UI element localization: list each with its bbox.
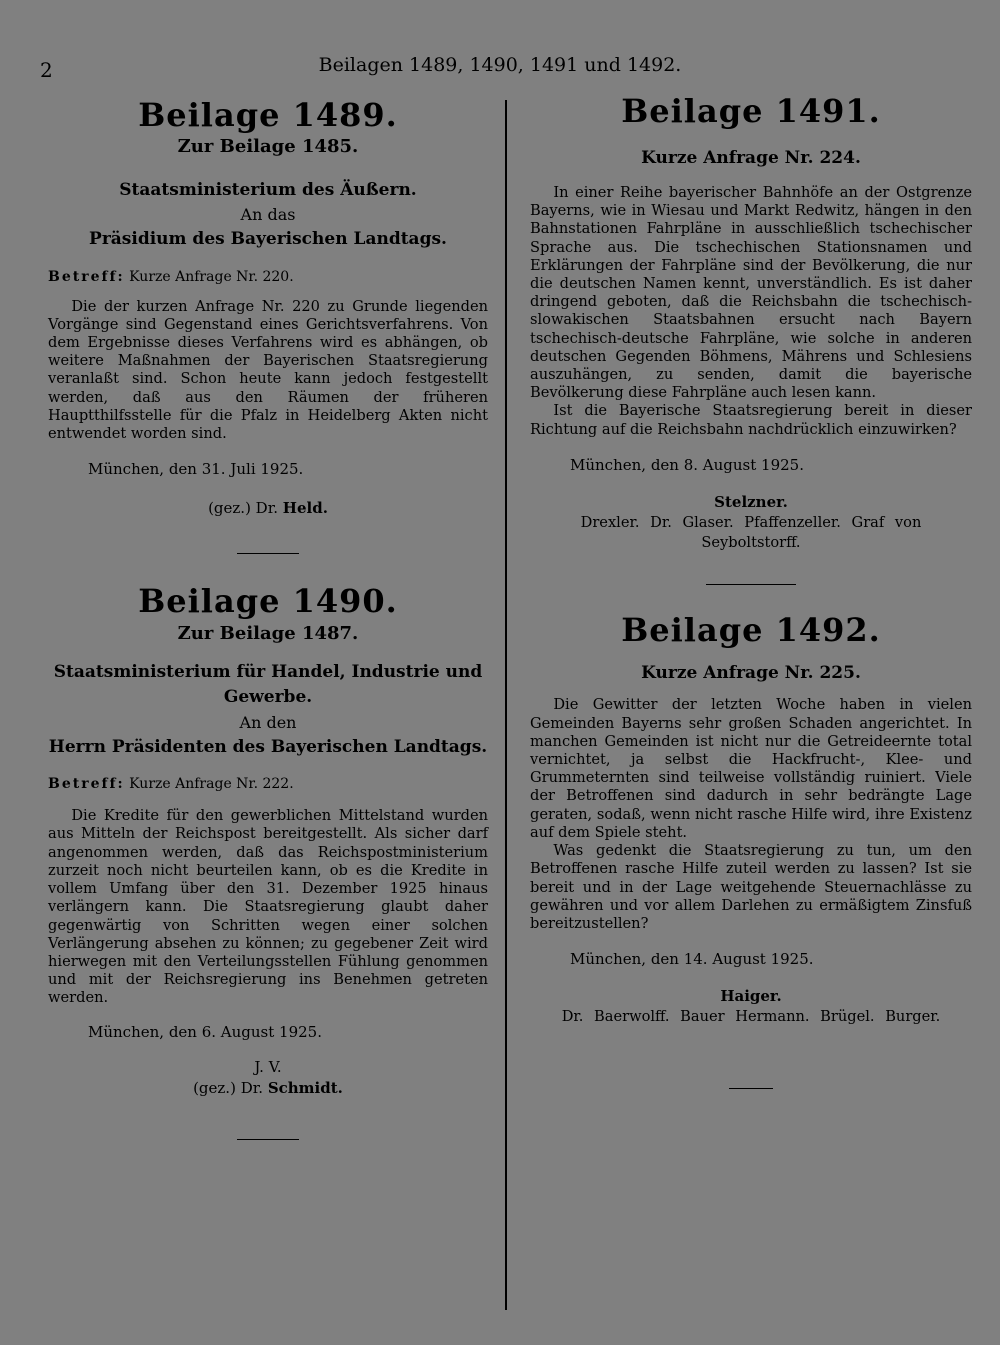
section-rule [237, 553, 299, 554]
beilage-1490-to-line: An den [239, 712, 297, 732]
beilage-1489-sender: Staatsministerium des Äußern. [119, 179, 417, 200]
beilage-1490 [48, 582, 488, 1139]
signature-name: Schmidt. [267, 1078, 343, 1097]
beilage-1492 [530, 611, 972, 1089]
beilage-1491-date: München, den 8. August 1925. [570, 455, 804, 474]
beilage-1491-paragraph-2: Ist die Bayerische Staatsregierung bereit in dieser Richtung auf die Reichsbahn nachdrücklich einzuwirken? [530, 402, 972, 438]
beilage-1489-title: Beilage 1489. [138, 96, 398, 134]
signature-prefix: (gez.) Dr. [193, 1078, 264, 1097]
beilage-1490-title: Beilage 1490. [138, 582, 398, 621]
beilage-1490-sender: Staatsministerium für Handel, Industrie und Gewerbe. [53, 661, 483, 708]
beilage-1492-signature [530, 986, 972, 1007]
beilage-1490-signature [48, 1078, 488, 1099]
beilage-1489-recipient: Präsidium des Bayerischen Landtags. [89, 229, 447, 250]
column-divider [505, 100, 507, 1310]
beilage-1490-betreff [48, 774, 488, 795]
beilage-1490-signature-iv: J. V. [254, 1057, 282, 1076]
beilage-1490-body: Die Kredite für den gewerblichen Mittelstand wurden aus Mitteln der Reichspost bereitgestellt. Als sicher darf angenommen werden, daß das Reichspostministerium zurzeit noch nicht beurteilen kann, ob es die Kredite in vollem Umfang über den 31. Dezember 1925 hinaus verlängern kann. Die Staatsregierung glaubt daher gegenwärtig von Schritten wegen einer solchen Verlängerung absehen zu können; zu gegebener Zeit wird hierwegen mit den Verteilungsstellen Fühlung genommen und mit der Reichsregierung ins Benehmen getreten werden. [48, 807, 488, 1007]
signature-name: Held. [282, 499, 328, 518]
beilage-1491-signature [530, 492, 972, 513]
beilage-1492-date: München, den 14. August 1925. [570, 950, 814, 969]
section-rule [729, 1088, 773, 1089]
beilage-1491-anfrage: Kurze Anfrage Nr. 224. [641, 148, 861, 169]
beilage-1490-recipient: Herrn Präsidenten des Bayerischen Landtags. [48, 736, 488, 757]
section-rule [706, 584, 796, 585]
beilage-1489-signature [48, 498, 488, 519]
beilage-1492-paragraph-2: Was gedenkt die Staatsregierung zu tun, um den Betroffenen rasche Hilfe zuteil werden zu lassen? Ist sie bereit und in der Lage weitgehende Steuernachlässe zu gewähren und vor allem Darlehen zu ermäßigtem Zinsfuß bereitzustellen? [530, 842, 972, 932]
beilage-1491 [530, 92, 972, 585]
betreff-label: Betreff: [48, 268, 125, 285]
beilage-1490-reference: Zur Beilage 1487. [177, 622, 359, 644]
beilage-1492-paragraph-1: Die Gewitter der letzten Woche haben in vielen Gemeinden Bayerns sehr großen Schaden angerichtet. In manchen Gemeinden ist nicht nur die Getreideernte total vernichtet, ja selbst die Hackfrucht-, Klee- und Grummeternten sind teilweise vollständig ruiniert. Viele der Betroffenen sind dadurch in sehr bedrängte Lage geraten, sodaß, wenn nicht rasche Hilfe wird, ihre Existenz auf dem Spiele steht. [530, 696, 972, 841]
betreff-text: Kurze Anfrage Nr. 222. [129, 776, 294, 793]
betreff-text: Kurze Anfrage Nr. 220. [129, 268, 294, 285]
section-rule [237, 1139, 299, 1140]
signature-name: Stelzner. [714, 492, 788, 511]
left-column [48, 90, 488, 1140]
beilage-1489-to-line: An das [240, 205, 296, 225]
beilage-1492-cosigners: Dr. Baerwolff. Bauer Hermann. Brügel. Burger. [561, 1008, 941, 1026]
beilage-1492-anfrage: Kurze Anfrage Nr. 225. [641, 662, 861, 683]
beilage-1489 [48, 96, 488, 554]
running-title: Beilagen 1489, 1490, 1491 und 1492. [318, 54, 682, 76]
beilage-1489-body: Die der kurzen Anfrage Nr. 220 zu Grunde liegenden Vorgänge sind Gegenstand eines Gerichtsverfahrens. Von dem Ergebnisse dieses Verfahrens wird es abhängen, ob weitere Maßnahmen der Bayerischen Staatsregierung veranlaßt sind. Schon heute kann jedoch festgestellt werden, daß aus den Räumen der früheren Hauptthilfsstelle für die Pfalz in Heidelberg Akten nicht entwendet worden sind. [48, 297, 488, 442]
beilage-1489-betreff [48, 267, 488, 288]
signature-name: Haiger. [720, 987, 782, 1006]
beilage-1492-title: Beilage 1492. [621, 610, 881, 649]
beilage-1491-paragraph-1: In einer Reihe bayerischer Bahnhöfe an der Ostgrenze Bayerns, wie in Wiesau und Markt Redwitz, hängen in den Bahnstationen Fahrpläne in ausschließlich tschechischer Sprache aus. Die tschechischen Stationsnamen und Erklärungen der Fahrpläne sind der Bevölkerung, die nur die deutschen Namen kennt, unverständlich. Es ist daher dringend geboten, daß die Reichsbahn die tschechisch-slowakischen Staatsbahnen ersucht nach Bayern tschechisch-deutsche Fahrpläne, wie solche in anderen deutschen Gegenden Böhmens, Mährens und Schlesiens auszuhängen, zu senden, damit die bayerische Bevölkerung diese Fahrpläne auch lesen kann. [530, 183, 972, 402]
beilage-1491-cosigners: Drexler. Dr. Glaser. Pfaffenzeller. Graf von Seyboltstorff. [580, 513, 922, 552]
betreff-label: Betreff: [48, 776, 125, 793]
beilage-1490-date: München, den 6. August 1925. [88, 1022, 322, 1041]
beilage-1489-date: München, den 31. Juli 1925. [88, 460, 304, 479]
beilage-1491-title: Beilage 1491. [621, 92, 881, 130]
beilage-1489-reference: Zur Beilage 1485. [177, 136, 359, 158]
page-number: 2 [40, 58, 53, 82]
right-column [530, 90, 972, 1089]
signature-prefix: (gez.) Dr. [208, 499, 279, 518]
